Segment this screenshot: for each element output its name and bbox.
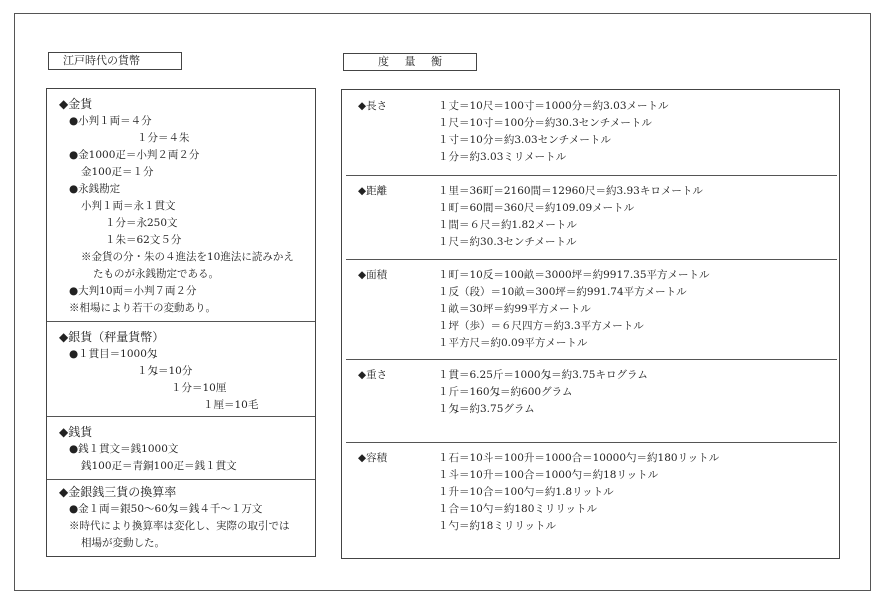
conversion-row: １斗＝10升＝100合＝1000勺＝約18リットル xyxy=(438,469,659,481)
section-divider xyxy=(346,442,837,443)
section-heading: ◆金貨 xyxy=(59,97,93,111)
conversion-row: １合＝10勺＝約180ミリリットル xyxy=(438,503,597,515)
measure-heading: ◆重さ xyxy=(358,369,388,381)
conversion-row: １石＝10斗＝100升＝1000合＝10000勺＝約180リットル xyxy=(438,452,720,464)
measure-heading: ◆容積 xyxy=(358,452,388,464)
text-line: 小判１両＝永１貫文 xyxy=(81,200,176,212)
measures-panel xyxy=(341,89,840,559)
conversion-row: １分＝約3.03ミリメートル xyxy=(438,151,567,163)
section-divider xyxy=(346,359,837,360)
text-line: ●銭１貫文＝銭1000文 xyxy=(69,443,179,455)
conversion-row: １里＝36町＝2160間＝12960尺＝約3.93キロメートル xyxy=(438,185,703,197)
conversion-row: １畝＝30坪＝約99平方メートル xyxy=(438,303,591,315)
conversion-row: １匁＝約3.75グラム xyxy=(438,403,535,415)
text-line: 銭100疋＝青銅100疋＝銭１貫文 xyxy=(81,460,237,472)
conversion-row: １升＝10合＝100勺＝約1.8リットル xyxy=(438,486,614,498)
copper-coins-section xyxy=(47,417,315,480)
gold-coins-section xyxy=(47,89,315,322)
text-line: １分＝永250文 xyxy=(105,217,178,229)
conversion-row: １尺＝約30.3センチメートル xyxy=(438,236,577,248)
text-line: 相場が変動した。 xyxy=(81,537,165,549)
text-line: ●永銭勘定 xyxy=(69,183,121,195)
currency-panel xyxy=(46,88,316,557)
conversion-row: １勺＝約18ミリリットル xyxy=(438,520,556,532)
silver-coins-section xyxy=(47,322,315,417)
section-heading: ◆銀貨（秤量貨幣） xyxy=(59,330,165,344)
exchange-rate-section xyxy=(47,480,315,561)
section-divider xyxy=(346,175,837,176)
text-line: ※金貨の分・朱の４進法を10進法に読みかえ xyxy=(81,251,294,263)
text-line: １分＝４朱 xyxy=(137,132,190,144)
text-line: たものが永銭勘定である。 xyxy=(93,268,219,280)
text-line: ※相場により若干の変動あり。 xyxy=(69,302,216,314)
text-line: ●１貫目＝1000匁 xyxy=(69,348,158,360)
text-line: 金100疋＝１分 xyxy=(81,166,154,178)
text-line: １厘＝10毛 xyxy=(203,399,259,411)
measure-heading: ◆面積 xyxy=(358,269,388,281)
conversion-row: １町＝10反＝100畝＝3000坪＝約9917.35平方メートル xyxy=(438,269,710,281)
weights-measures-title: 度 量 衡 xyxy=(343,53,477,71)
text-line: ●金１両＝銀50～60匁＝銭４千～１万文 xyxy=(69,503,263,515)
conversion-row: １斤＝160匁＝約600グラム xyxy=(438,386,573,398)
measure-heading: ◆長さ xyxy=(358,100,388,112)
text-line: ●金1000疋＝小判２両２分 xyxy=(69,149,200,161)
text-line: １匁＝10分 xyxy=(137,365,193,377)
text-line: ●小判１両＝４分 xyxy=(69,115,152,127)
conversion-row: １反（段）＝10畝＝300坪＝約991.74平方メートル xyxy=(438,286,687,298)
conversion-row: １坪（歩）＝６尺四方＝約3.3平方メートル xyxy=(438,320,644,332)
conversion-row: １平方尺＝約0.09平方メートル xyxy=(438,337,588,349)
conversion-row: １丈＝10尺＝100寸＝1000分＝約3.03メートル xyxy=(438,100,669,112)
measure-heading: ◆距離 xyxy=(358,185,388,197)
conversion-row: １町＝60間＝360尺＝約109.09メートル xyxy=(438,202,635,214)
section-heading: ◆金銀銭三貨の換算率 xyxy=(59,485,177,499)
text-line: １朱＝62文５分 xyxy=(105,234,182,246)
conversion-row: １尺＝10寸＝100分＝約30.3センチメートル xyxy=(438,117,652,129)
text-line: ※時代により換算率は変化し、実際の取引では xyxy=(69,520,290,532)
edo-currency-title: 江戸時代の貨幣 xyxy=(48,52,182,70)
section-heading: ◆銭貨 xyxy=(59,425,93,439)
section-divider xyxy=(346,259,837,260)
conversion-row: １寸＝10分＝約3.03センチメートル xyxy=(438,134,611,146)
text-line: ●大判10両＝小判７両２分 xyxy=(69,285,197,297)
text-line: １分＝10厘 xyxy=(171,382,227,394)
conversion-row: １間＝６尺＝約1.82メートル xyxy=(438,219,577,231)
conversion-row: １貫＝6.25斤＝1000匁＝約3.75キログラム xyxy=(438,369,648,381)
